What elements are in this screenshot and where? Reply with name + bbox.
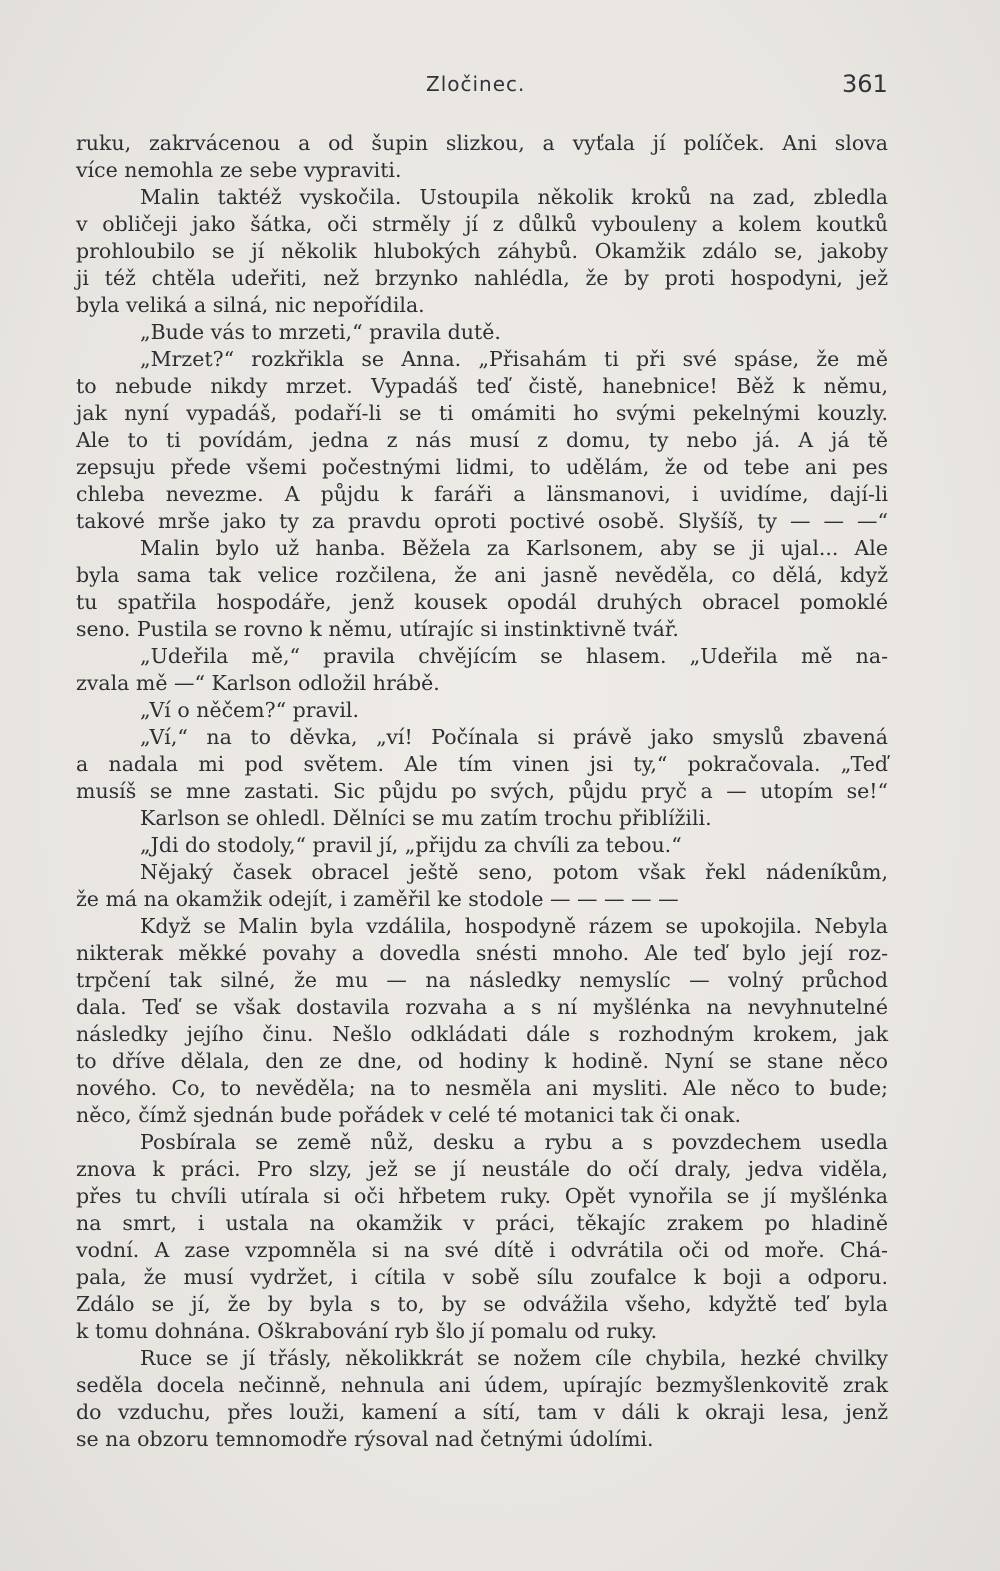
text-line: Nějaký časek obracel ještě seno, potom však řekl nádeníkům, <box>140 860 888 884</box>
text-line: to dříve dělala, den ze dne, od hodiny k hodině. Nyní se stane něco <box>76 1049 888 1073</box>
text-line: na smrt, i ustala na okamžik v práci, těkajíc zrakem po hladině <box>76 1211 888 1235</box>
chapter-title: Zločinec. <box>426 72 526 96</box>
text-line: byla sama tak velice rozčilena, že ani jasně nevěděla, co dělá, když <box>76 563 888 587</box>
text-line: byla veliká a silná, nic nepořídila. <box>76 293 425 317</box>
text-line: zepsuju přede všemi počestnými lidmi, to udělám, že od tebe ani pes <box>76 455 888 479</box>
text-line: „Ví,“ na to děvka, „ví! Počínala si právě jako smyslů zbavená <box>140 725 888 749</box>
text-line: „Mrzet?“ rozkřikla se Anna. „Přisahám ti při své spáse, že mě <box>140 347 888 371</box>
text-line: prohloubilo se jí několik hlubokých záhybů. Okamžik zdálo se, jakoby <box>76 239 888 263</box>
text-line: Když se Malin byla vzdálila, hospodyně rázem se upokojila. Nebyla <box>140 914 888 938</box>
text-line: Posbírala se země nůž, desku a rybu a s povzdechem usedla <box>140 1130 888 1154</box>
page-number: 361 <box>842 70 888 98</box>
text-line: to nebude nikdy mrzet. Vypadáš teď čistě, hanebnice! Běž k němu, <box>76 374 888 398</box>
text-line: následky jejího činu. Nešlo odkládati dále s rozhodným krokem, jak <box>76 1022 888 1046</box>
text-line: Malin taktéž vyskočila. Ustoupila několik kroků na zad, zbledla <box>140 185 888 209</box>
text-line: Ruce se jí třásly, několikkrát se nožem cíle chybila, hezké chvilky <box>140 1346 888 1370</box>
text-line: něco, čímž sjednán bude pořádek v celé té motanici tak či onak. <box>76 1103 742 1127</box>
text-line: „Udeřila mě,“ pravila chvějícím se hlasem. „Udeřila mě na- <box>140 644 888 668</box>
text-line: znova k práci. Pro slzy, jež se jí neustále do očí draly, jedva viděla, <box>76 1157 888 1181</box>
text-line: tu spatřila hospodáře, jenž kousek opodál druhých obracel pomoklé <box>76 590 888 614</box>
text-line: „Jdi do stodoly,“ pravil jí, „přijdu za chvíli za tebou.“ <box>140 833 682 857</box>
text-line: k tomu dohnána. Oškrabování ryb šlo jí pomalu od ruky. <box>76 1319 658 1343</box>
text-line: a nadala mi pod světem. Ale tím vinen jsi ty,“ pokračovala. „Teď <box>76 752 888 776</box>
text-line: jak nyní vypadáš, podaří-li se ti omámiti ho svými pekelnými kouzly. <box>76 401 888 425</box>
running-head <box>0 72 1000 102</box>
text-line: Malin bylo už hanba. Běžela za Karlsonem, aby se ji ujal... Ale <box>140 536 888 560</box>
text-line: nikterak měkké povahy a dovedla snésti mnoho. Ale teď bylo její roz- <box>76 941 888 965</box>
text-line: že má na okamžik odejít, i zaměřil ke stodole — — — — — <box>76 887 679 911</box>
text-line: „Bude vás to mrzeti,“ pravila dutě. <box>140 320 501 344</box>
text-line: seděla docela nečinně, nehnula ani údem, upírajíc bezmyšlenkovitě zrak <box>76 1373 888 1397</box>
text-line: ruku, zakrvácenou a od šupin slizkou, a vyťala jí políček. Ani slova <box>76 131 888 155</box>
text-line: zvala mě —“ Karlson odložil hrábě. <box>76 671 440 695</box>
text-line: v obličeji jako šátka, oči strměly jí z důlků vybouleny a kolem koutků <box>76 212 888 236</box>
text-line: Ale to ti povídám, jedna z nás musí z domu, ty nebo já. A já tě <box>76 428 888 452</box>
text-line: Zdálo se jí, že by byla s to, by se odvážila všeho, kdyžtě teď byla <box>76 1292 888 1316</box>
text-line: více nemohla ze sebe vypraviti. <box>76 158 402 182</box>
text-line: „Ví o něčem?“ pravil. <box>140 698 359 722</box>
text-line: takové mrše jako ty za pravdu oproti poctivé osobě. Slyšíš, ty — — —“ <box>76 509 888 533</box>
text-line: chleba nevezme. A půjdu k faráři a länsmanovi, i uvidíme, dají-li <box>76 482 888 506</box>
text-line: pala, že musí vydržet, i cítila v sobě sílu zoufalce k boji a odporu. <box>76 1265 888 1289</box>
text-line: seno. Pustila se rovno k němu, utírajíc si instinktivně tvář. <box>76 617 679 641</box>
text-line: přes tu chvíli utírala si oči hřbetem ruky. Opět vynořila se jí myšlénka <box>76 1184 888 1208</box>
text-line: se na obzoru temnomodře rýsoval nad četnými údolími. <box>76 1427 654 1451</box>
body-text <box>76 130 888 1453</box>
text-line: dala. Teď se však dostavila rozvaha a s ní myšlénka na nevyhnutelné <box>76 995 888 1019</box>
text-line: ji též chtěla udeřiti, než brzynko nahlédla, že by proti hospodyni, jež <box>76 266 888 290</box>
text-line: do vzduchu, přes louži, kamení a sítí, tam v dáli k okraji lesa, jenž <box>76 1400 888 1424</box>
text-line: musíš se mne zastati. Sic půjdu po svých, půjdu pryč a — utopím se!“ <box>76 779 888 803</box>
text-line: nového. Co, to nevěděla; na to nesměla ani mysliti. Ale něco to bude; <box>76 1076 888 1100</box>
text-line: vodní. A zase vzpomněla si na své dítě i odvrátila oči od moře. Chá- <box>76 1238 888 1262</box>
text-line: trpčení tak silné, že mu — na následky nemyslíc — volný průchod <box>76 968 888 992</box>
text-line: Karlson se ohledl. Dělníci se mu zatím trochu přiblížili. <box>140 806 712 830</box>
